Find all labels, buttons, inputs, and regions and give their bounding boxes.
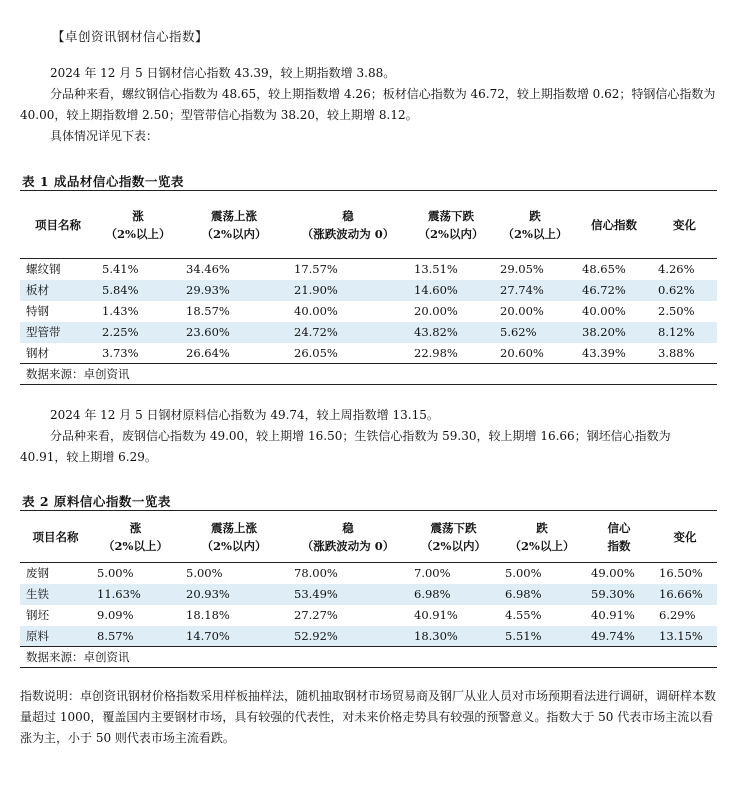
table-header-row — [20, 191, 717, 259]
table2-caption: 表 2 原料信心指数一览表 — [22, 494, 171, 509]
table-cell: 5.62% — [500, 325, 537, 339]
column-header — [494, 191, 576, 259]
table-cell: 53.49% — [294, 587, 338, 601]
table-cell: 59.30% — [591, 587, 635, 601]
table-cell: 14.70% — [186, 628, 230, 643]
table-cell: 21.90% — [294, 283, 338, 297]
row-label: 螺纹钢 — [26, 262, 61, 277]
column-header-label: 稳 — [342, 208, 354, 223]
column-header-label: 项目名称 — [32, 529, 79, 544]
column-header-sublabel: （涨跌波动为 0） — [301, 538, 395, 553]
table-cell: 5.41% — [102, 262, 139, 277]
table-row — [20, 259, 717, 280]
column-header-label: 信心 — [607, 520, 631, 535]
table-cell: 20.00% — [500, 304, 544, 318]
column-header — [20, 191, 96, 259]
raw-material-summary — [20, 405, 720, 468]
index-note — [20, 686, 720, 749]
column-header-label: 涨 — [129, 520, 142, 535]
steel-summary-pointer: 具体情况详见下表： — [50, 129, 159, 143]
table-cell: 20.00% — [414, 304, 458, 318]
table-cell: 40.91% — [591, 608, 635, 622]
column-header-label: 震荡上涨 — [211, 520, 257, 535]
column-header — [576, 191, 652, 259]
column-header-label: 变化 — [673, 217, 696, 232]
column-header-sublabel: （2%以内） — [201, 226, 267, 241]
column-header-sublabel: （2%以内） — [201, 538, 267, 553]
table-row — [20, 584, 717, 605]
column-header — [408, 511, 499, 563]
column-header — [96, 191, 180, 259]
table-cell: 13.15% — [659, 628, 703, 643]
column-header-sublabel: 指数 — [607, 538, 631, 553]
table-cell: 4.26% — [658, 262, 695, 277]
raw-summary-detail: 分品种来看，废钢信心指数为 49.00，较上期增 16.50；生铁信心指数为 59.30，较上期增 16.66；钢坯信心指数为 40.91，较上期增 6.29。 — [20, 429, 671, 464]
column-header-label: 项目名称 — [35, 217, 81, 232]
table-cell: 2.50% — [658, 304, 695, 318]
column-header-label: 涨 — [132, 208, 144, 223]
raw-material-table — [20, 510, 717, 668]
table-row — [20, 343, 717, 364]
column-header-sublabel: （涨跌波动为 0） — [301, 226, 395, 241]
table-cell: 43.39% — [582, 345, 626, 360]
table-cell: 1.43% — [102, 304, 139, 318]
table-cell: 6.98% — [505, 587, 542, 601]
column-header — [180, 191, 288, 259]
table-cell: 3.73% — [102, 345, 139, 360]
steel-summary-detail: 分品种来看，螺纹钢信心指数为 48.65，较上期指数增 4.26；板材信心指数为 46.72，较上期指数增 0.62；特钢信心指数为 40.00，较上期指数增 2.50；型管带信心指数为 38.20，较上期增 8.12。 — [20, 87, 716, 122]
table-cell: 29.93% — [186, 283, 230, 297]
table-cell: 5.00% — [505, 566, 542, 581]
column-header-sublabel: （2%以上） — [502, 226, 568, 241]
table-cell: 38.20% — [582, 325, 626, 339]
column-header — [408, 191, 494, 259]
column-header — [653, 511, 717, 563]
table-cell: 34.46% — [186, 262, 230, 277]
column-header-sublabel: （2%以内） — [418, 226, 484, 241]
table-cell: 6.29% — [659, 608, 696, 622]
column-header-label: 跌 — [536, 520, 548, 535]
column-header-sublabel: （2%以上） — [105, 226, 171, 241]
table-cell: 2.25% — [102, 325, 139, 339]
column-header — [20, 511, 91, 563]
table-cell: 40.91% — [414, 608, 458, 622]
table-cell: 5.84% — [102, 283, 139, 297]
table-cell: 5.51% — [505, 628, 542, 643]
row-label: 钢坯 — [26, 608, 49, 622]
table-cell: 78.00% — [294, 566, 338, 581]
table-row — [20, 605, 717, 626]
table-cell: 52.92% — [294, 628, 338, 643]
row-label: 钢材 — [26, 345, 49, 360]
table-cell: 18.18% — [186, 608, 230, 622]
row-label: 生铁 — [26, 587, 49, 601]
table-cell: 18.57% — [186, 304, 230, 318]
row-label: 特钢 — [26, 304, 49, 318]
table-cell: 9.09% — [97, 608, 134, 622]
table-cell: 14.60% — [414, 283, 458, 297]
table-cell: 40.00% — [294, 304, 338, 318]
table-row — [20, 626, 717, 647]
table-cell: 29.05% — [500, 262, 544, 277]
table-cell: 26.64% — [186, 345, 230, 360]
column-header — [91, 511, 180, 563]
table-cell: 49.74% — [591, 628, 635, 643]
column-header-sublabel: （2%以内） — [421, 538, 486, 553]
column-header — [288, 191, 408, 259]
table-cell: 8.12% — [658, 325, 695, 339]
table-cell: 16.50% — [659, 566, 703, 581]
table-cell: 5.00% — [186, 566, 223, 581]
table1-source: 数据来源：卓创资讯 — [20, 364, 717, 385]
steel-summary — [20, 63, 720, 147]
column-header-label: 信心指数 — [591, 217, 637, 232]
column-header — [652, 191, 717, 259]
table1-caption: 表 1 成品材信心指数一览表 — [22, 174, 184, 189]
table2-source: 数据来源：卓创资讯 — [20, 647, 717, 668]
table-header-row — [20, 511, 717, 563]
index-note-text: 指数说明：卓创资讯钢材价格指数采用样板抽样法，随机抽取钢材市场贸易商及钢厂从业人员对市场预期看法进行调研，调研样本数量超过 1000，覆盖国内主要钢材市场，具有较强的代表性，对未来价格走势具有较强的预警意义。指数大于 50 代表市场主流以看涨为主，小于 50 则代表市场主流看跌。 — [20, 689, 717, 745]
table-cell: 13.51% — [414, 262, 458, 277]
row-label: 型管带 — [26, 325, 61, 339]
column-header-label: 稳 — [342, 520, 354, 535]
finished-steel-table — [20, 190, 717, 385]
column-header — [180, 511, 288, 563]
table-cell: 16.66% — [659, 587, 703, 601]
table-cell: 27.27% — [294, 608, 338, 622]
table-cell: 27.74% — [500, 283, 544, 297]
column-header — [585, 511, 653, 563]
table-cell: 26.05% — [294, 345, 338, 360]
column-header-label: 震荡下跌 — [430, 520, 477, 535]
table-cell: 43.82% — [414, 325, 458, 339]
table-cell: 23.60% — [186, 325, 230, 339]
row-label: 板材 — [26, 283, 49, 297]
row-label: 原料 — [26, 628, 49, 643]
table-row — [20, 322, 717, 343]
row-label: 废钢 — [26, 566, 49, 581]
table-row — [20, 280, 717, 301]
table-cell: 49.00% — [591, 566, 635, 581]
table-cell: 5.00% — [97, 566, 134, 581]
table-cell: 11.63% — [97, 587, 141, 601]
table-cell: 17.57% — [294, 262, 338, 277]
column-header — [499, 511, 585, 563]
table-cell: 18.30% — [414, 628, 458, 643]
table-cell: 24.72% — [294, 325, 338, 339]
steel-summary-line: 2024 年 12 月 5 日钢材信心指数 43.39，较上期指数增 3.88。 — [50, 66, 396, 80]
table-cell: 20.60% — [500, 345, 544, 360]
raw-summary-line: 2024 年 12 月 5 日钢材原料信心指数为 49.74，较上周指数增 13.15。 — [50, 408, 439, 422]
table-cell: 7.00% — [414, 566, 451, 581]
table-cell: 48.65% — [582, 262, 626, 277]
column-header-label: 变化 — [673, 529, 697, 544]
table-cell: 6.98% — [414, 587, 451, 601]
table-row — [20, 563, 717, 584]
table-cell: 20.93% — [186, 587, 230, 601]
table-cell: 40.00% — [582, 304, 626, 318]
column-header-label: 震荡下跌 — [428, 208, 474, 223]
report-title: 【卓创资讯钢材信心指数】 — [52, 29, 209, 44]
column-header-sublabel: （2%以上） — [509, 538, 575, 553]
column-header-label: 跌 — [529, 208, 541, 223]
table-cell: 4.55% — [505, 608, 542, 622]
table-cell: 8.57% — [97, 628, 134, 643]
table-row — [20, 301, 717, 322]
table-cell: 3.88% — [658, 345, 695, 360]
table-cell: 0.62% — [658, 283, 695, 297]
column-header-label: 震荡上涨 — [211, 208, 257, 223]
table-cell: 46.72% — [582, 283, 626, 297]
column-header-sublabel: （2%以上） — [103, 538, 168, 553]
column-header — [288, 511, 408, 563]
table-cell: 22.98% — [414, 345, 458, 360]
